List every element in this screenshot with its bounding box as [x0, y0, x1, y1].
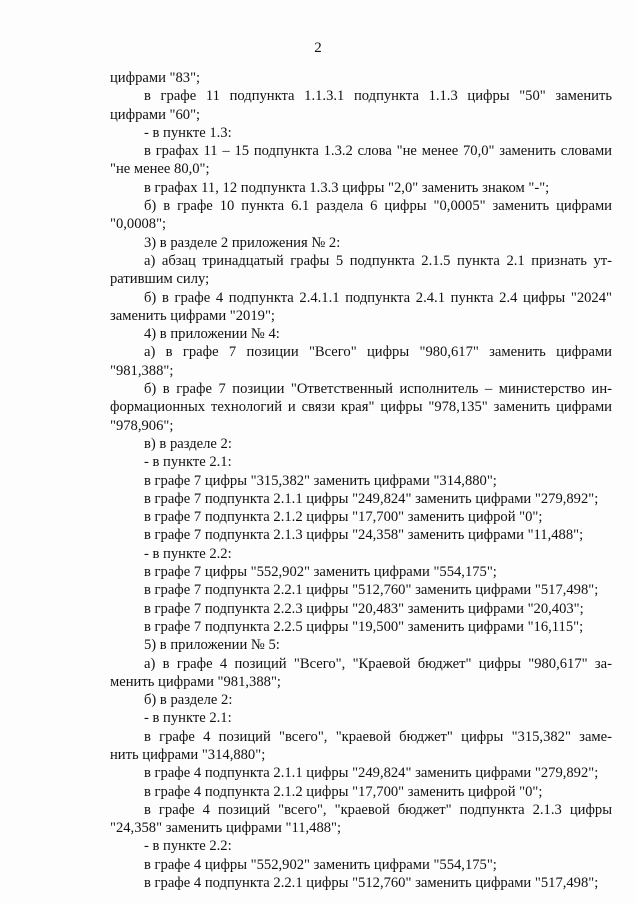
- text-line: формационных технологий и связи края" цифры "978,135" заменить цифрами: [110, 399, 612, 416]
- text-line: - в пункте 2.1:: [144, 454, 232, 471]
- text-line: в графе 4 подпункта 2.1.1 цифры "249,824" заменить цифрами "279,892";: [144, 765, 599, 782]
- page-number: 2: [314, 40, 322, 56]
- text-line: "978,906";: [110, 417, 174, 434]
- text-line: в графе 7 подпункта 2.2.5 цифры "19,500" заменить цифрами "16,115";: [144, 618, 584, 635]
- text-line: заменить цифрами "2019";: [110, 307, 275, 324]
- text-line: цифрами "83";: [110, 70, 201, 86]
- text-line: в графе 7 подпункта 2.1.1 цифры "249,824" заменить цифрами "279,892";: [144, 490, 599, 507]
- text-line: в графе 4 цифры "552,902" заменить цифрами "554,175";: [144, 856, 497, 873]
- text-line: в графе 7 цифры "552,902" заменить цифрами "554,175";: [144, 564, 497, 581]
- text-line: б) в графе 10 пункта 6.1 раздела 6 цифры "0,0005" заменить цифрами: [144, 198, 612, 215]
- text-line: в графе 4 позиций "всего", "краевой бюджет" подпункта 2.1.3 цифры: [144, 801, 612, 818]
- text-line: "0,0008";: [110, 216, 167, 233]
- text-line: в графах 11, 12 подпункта 1.3.3 цифры "2,0" заменить знаком "-";: [144, 179, 550, 196]
- text-line: 5) в приложении № 5:: [144, 637, 280, 654]
- text-line: а) в графе 4 позиций "Всего", "Краевой бюджет" цифры "980,617" за-: [144, 655, 612, 672]
- text-line: в графе 4 позиций "всего", "краевой бюджет" цифры "315,382" заме-: [144, 728, 612, 745]
- text-line: в графе 11 подпункта 1.1.3.1 подпункта 1.1.3 цифры "50" заменить: [144, 88, 612, 105]
- text-line: - в пункте 2.2:: [144, 838, 232, 855]
- text-line: - в пункте 1.3:: [144, 124, 232, 141]
- text-line: б) в графе 4 подпункта 2.4.1.1 подпункта 2.4.1 пункта 2.4 цифры "2024": [144, 289, 612, 306]
- text-line: - в пункте 2.1:: [144, 710, 232, 727]
- text-line: цифрами "60";: [110, 106, 201, 123]
- text-line: в графе 4 подпункта 2.1.2 цифры "17,700" заменить цифрой "0";: [144, 783, 543, 800]
- text-line: в графе 7 подпункта 2.1.3 цифры "24,358" заменить цифрами "11,488";: [144, 527, 584, 544]
- text-line: 4) в приложении № 4:: [144, 326, 280, 343]
- text-line: б) в графе 7 позиции "Ответственный исполнитель – министерство ин-: [144, 381, 612, 398]
- text-line: в графе 7 подпункта 2.1.2 цифры "17,700" заменить цифрой "0";: [144, 509, 543, 526]
- text-line: а) абзац тринадцатый графы 5 подпункта 2.1.5 пункта 2.1 признать ут-: [144, 252, 612, 269]
- text-line: "не менее 80,0";: [110, 161, 210, 178]
- text-line: нить цифрами "314,880";: [110, 746, 266, 763]
- text-line: а) в графе 7 позиции "Всего" цифры "980,617" заменить цифрами: [144, 344, 612, 361]
- text-line: 3) в разделе 2 приложения № 2:: [144, 234, 341, 251]
- text-line: менить цифрами "981,388";: [110, 673, 281, 690]
- text-line: в графах 11 – 15 подпункта 1.3.2 слова "не менее 70,0" заменить словами: [144, 143, 612, 160]
- text-line: "981,388";: [110, 362, 174, 379]
- text-line: "24,358" заменить цифрами "11,488";: [110, 820, 342, 837]
- text-line: в графе 7 цифры "315,382" заменить цифрами "314,880";: [144, 472, 497, 489]
- text-line: ратившим силу;: [110, 271, 210, 288]
- text-line: в) в разделе 2:: [144, 435, 232, 452]
- text-line: в графе 7 подпункта 2.2.1 цифры "512,760" заменить цифрами "517,498";: [144, 582, 599, 599]
- text-line: б) в разделе 2:: [144, 692, 233, 709]
- document-body: [110, 69, 612, 892]
- text-line: в графе 7 подпункта 2.2.3 цифры "20,483" заменить цифрами "20,403";: [144, 600, 584, 617]
- text-line: - в пункте 2.2:: [144, 545, 232, 562]
- text-line: в графе 4 подпункта 2.2.1 цифры "512,760" заменить цифрами "517,498";: [144, 875, 599, 892]
